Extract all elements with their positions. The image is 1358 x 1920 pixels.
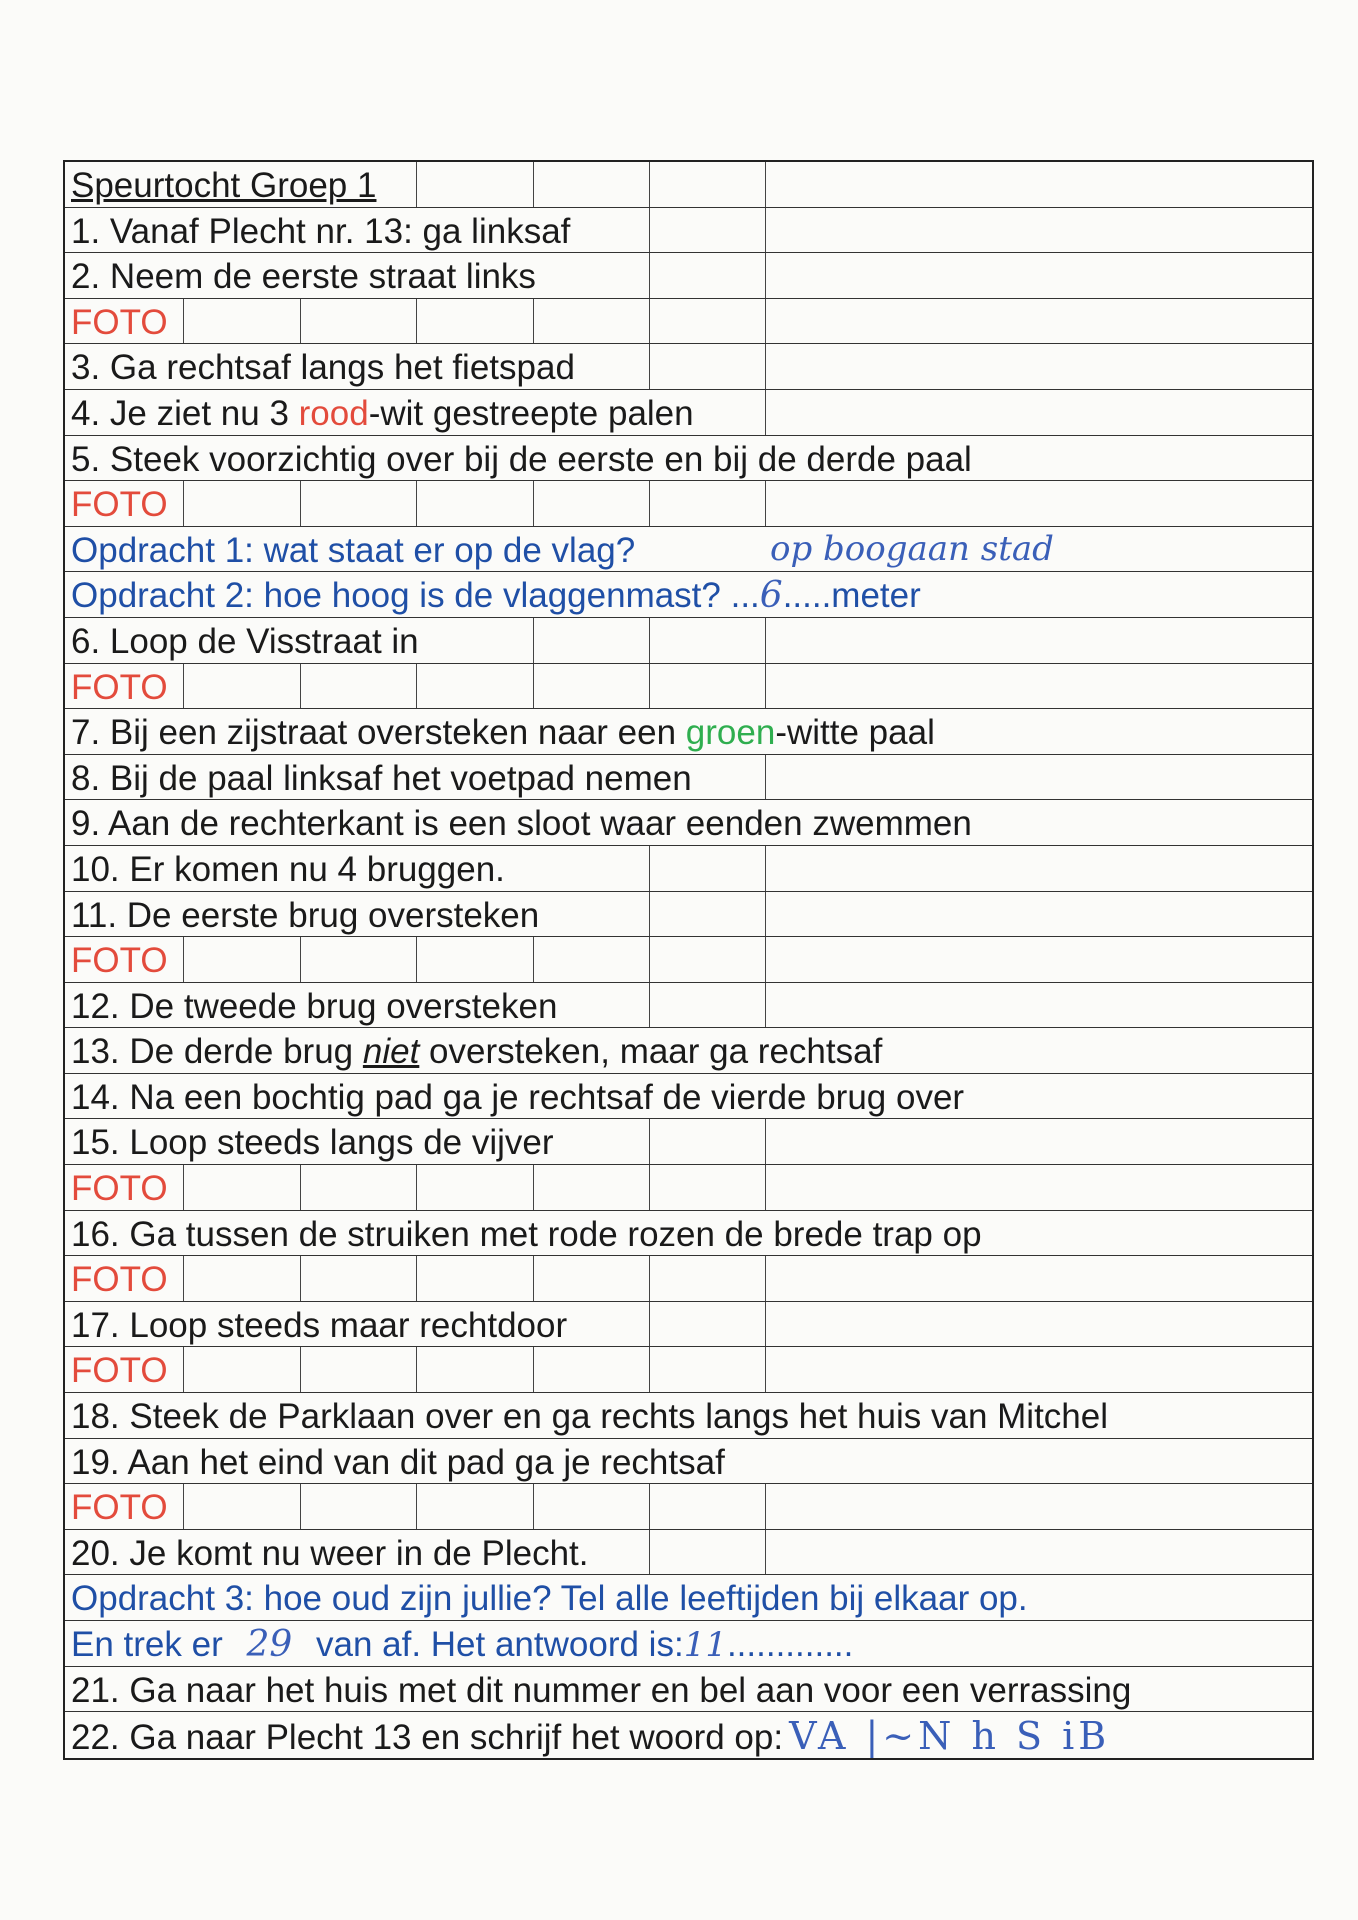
handwritten-subtract: 29 [246,1624,293,1665]
step-text: 11. De eerste brug oversteken [71,896,543,936]
step-row [65,253,1312,299]
foto-label: FOTO [71,1169,172,1209]
step-text: 9. Aan de rechterkant is een sloot waar eenden zwemmen [71,804,976,844]
step-text: 4. Je ziet nu 3 rood-wit gestreepte palen [71,394,698,434]
step-text: 20. Je komt nu weer in de Plecht. [71,1534,593,1574]
step-row [65,1074,1312,1120]
step-text: 19. Aan het eind van dit pad ga je rechtsaf [71,1443,729,1483]
step-row [65,1530,1312,1576]
foto-row [65,1484,1312,1530]
step-text: 17. Loop steeds maar rechtdoor [71,1306,571,1346]
step-row [65,755,1312,801]
foto-label: FOTO [71,1488,172,1528]
task-text: Opdracht 2: hoe hoog is de vlaggenmast? ...6.....meter [71,576,925,616]
foto-row [65,1347,1312,1393]
step-text: 6. Loop de Visstraat in [71,622,423,662]
step-text: 7. Bij een zijstraat oversteken naar een groen-witte paal [71,713,939,753]
step-text: 16. Ga tussen de struiken met rode rozen de brede trap op [71,1215,986,1255]
step-row [65,436,1312,482]
step-text: 10. Er komen nu 4 bruggen. [71,850,509,890]
foto-label: FOTO [71,668,172,708]
foto-row [65,1165,1312,1211]
step-row [65,846,1312,892]
task-text: Opdracht 3: hoe oud zijn jullie? Tel alle leeftijden bij elkaar op. [71,1579,1032,1619]
step-text: 21. Ga naar het huis met dit nummer en bel aan voor een verrassing [71,1671,1135,1711]
foto-label: FOTO [71,303,172,343]
step-row [65,709,1312,755]
step-text: 18. Steek de Parklaan over en ga rechts langs het huis van Mitchel [71,1397,1112,1437]
step-text: 2. Neem de eerste straat links [71,257,540,297]
step-row [65,1667,1312,1713]
step-row [65,1393,1312,1439]
step-row [65,1302,1312,1348]
step-text: 14. Na een bochtig pad ga je rechtsaf de vierde brug over [71,1078,968,1118]
step-row [65,1211,1312,1257]
foto-row [65,481,1312,527]
step-row [65,983,1312,1029]
foto-label: FOTO [71,1260,172,1300]
task-text: Opdracht 1: wat staat er op de vlag? [71,531,639,571]
step-text: 8. Bij de paal linksaf het voetpad nemen [71,759,696,799]
handwritten-flag-answer: op boogaan stad [770,528,1054,569]
foto-label: FOTO [71,485,172,525]
title-row [65,162,1312,208]
step-row [65,344,1312,390]
step-text: 12. De tweede brug oversteken [71,987,561,1027]
foto-row [65,299,1312,345]
task-row [65,527,1312,573]
handwritten-answer: 11 [683,1625,727,1665]
step-text: 3. Ga rechtsaf langs het fietspad [71,348,579,388]
foto-label: FOTO [71,1351,172,1391]
step-text: 13. De derde brug niet oversteken, maar ga rechtsaf [71,1032,886,1072]
step-row [65,1439,1312,1485]
handwritten-mast-height: 6 [759,575,783,617]
foto-label: FOTO [71,941,172,981]
foto-row [65,664,1312,710]
foto-row [65,937,1312,983]
step-row [65,208,1312,254]
scavenger-hunt-table [63,160,1314,1760]
task-row [65,572,1312,618]
task-row [65,1621,1312,1667]
foto-row [65,1256,1312,1302]
task-text: En trek er 29 van af. Het antwoord is:11............. [71,1625,857,1665]
step-row [65,800,1312,846]
step-row [65,1119,1312,1165]
step-row [65,390,1312,436]
handwritten-word: VA |~N h S iB [789,1714,1111,1759]
step-row [65,1028,1312,1074]
step-row [65,1712,1312,1758]
step-text: 22. Ga naar Plecht 13 en schrijf het woord op: VA |~N h S iB [71,1716,1114,1758]
page-title: Speurtocht Groep 1 [71,166,380,206]
step-row [65,892,1312,938]
task-row [65,1575,1312,1621]
step-text: 5. Steek voorzichtig over bij de eerste en bij de derde paal [71,440,976,480]
step-text: 1. Vanaf Plecht nr. 13: ga linksaf [71,212,574,252]
step-row [65,618,1312,664]
step-text: 15. Loop steeds langs de vijver [71,1123,558,1163]
